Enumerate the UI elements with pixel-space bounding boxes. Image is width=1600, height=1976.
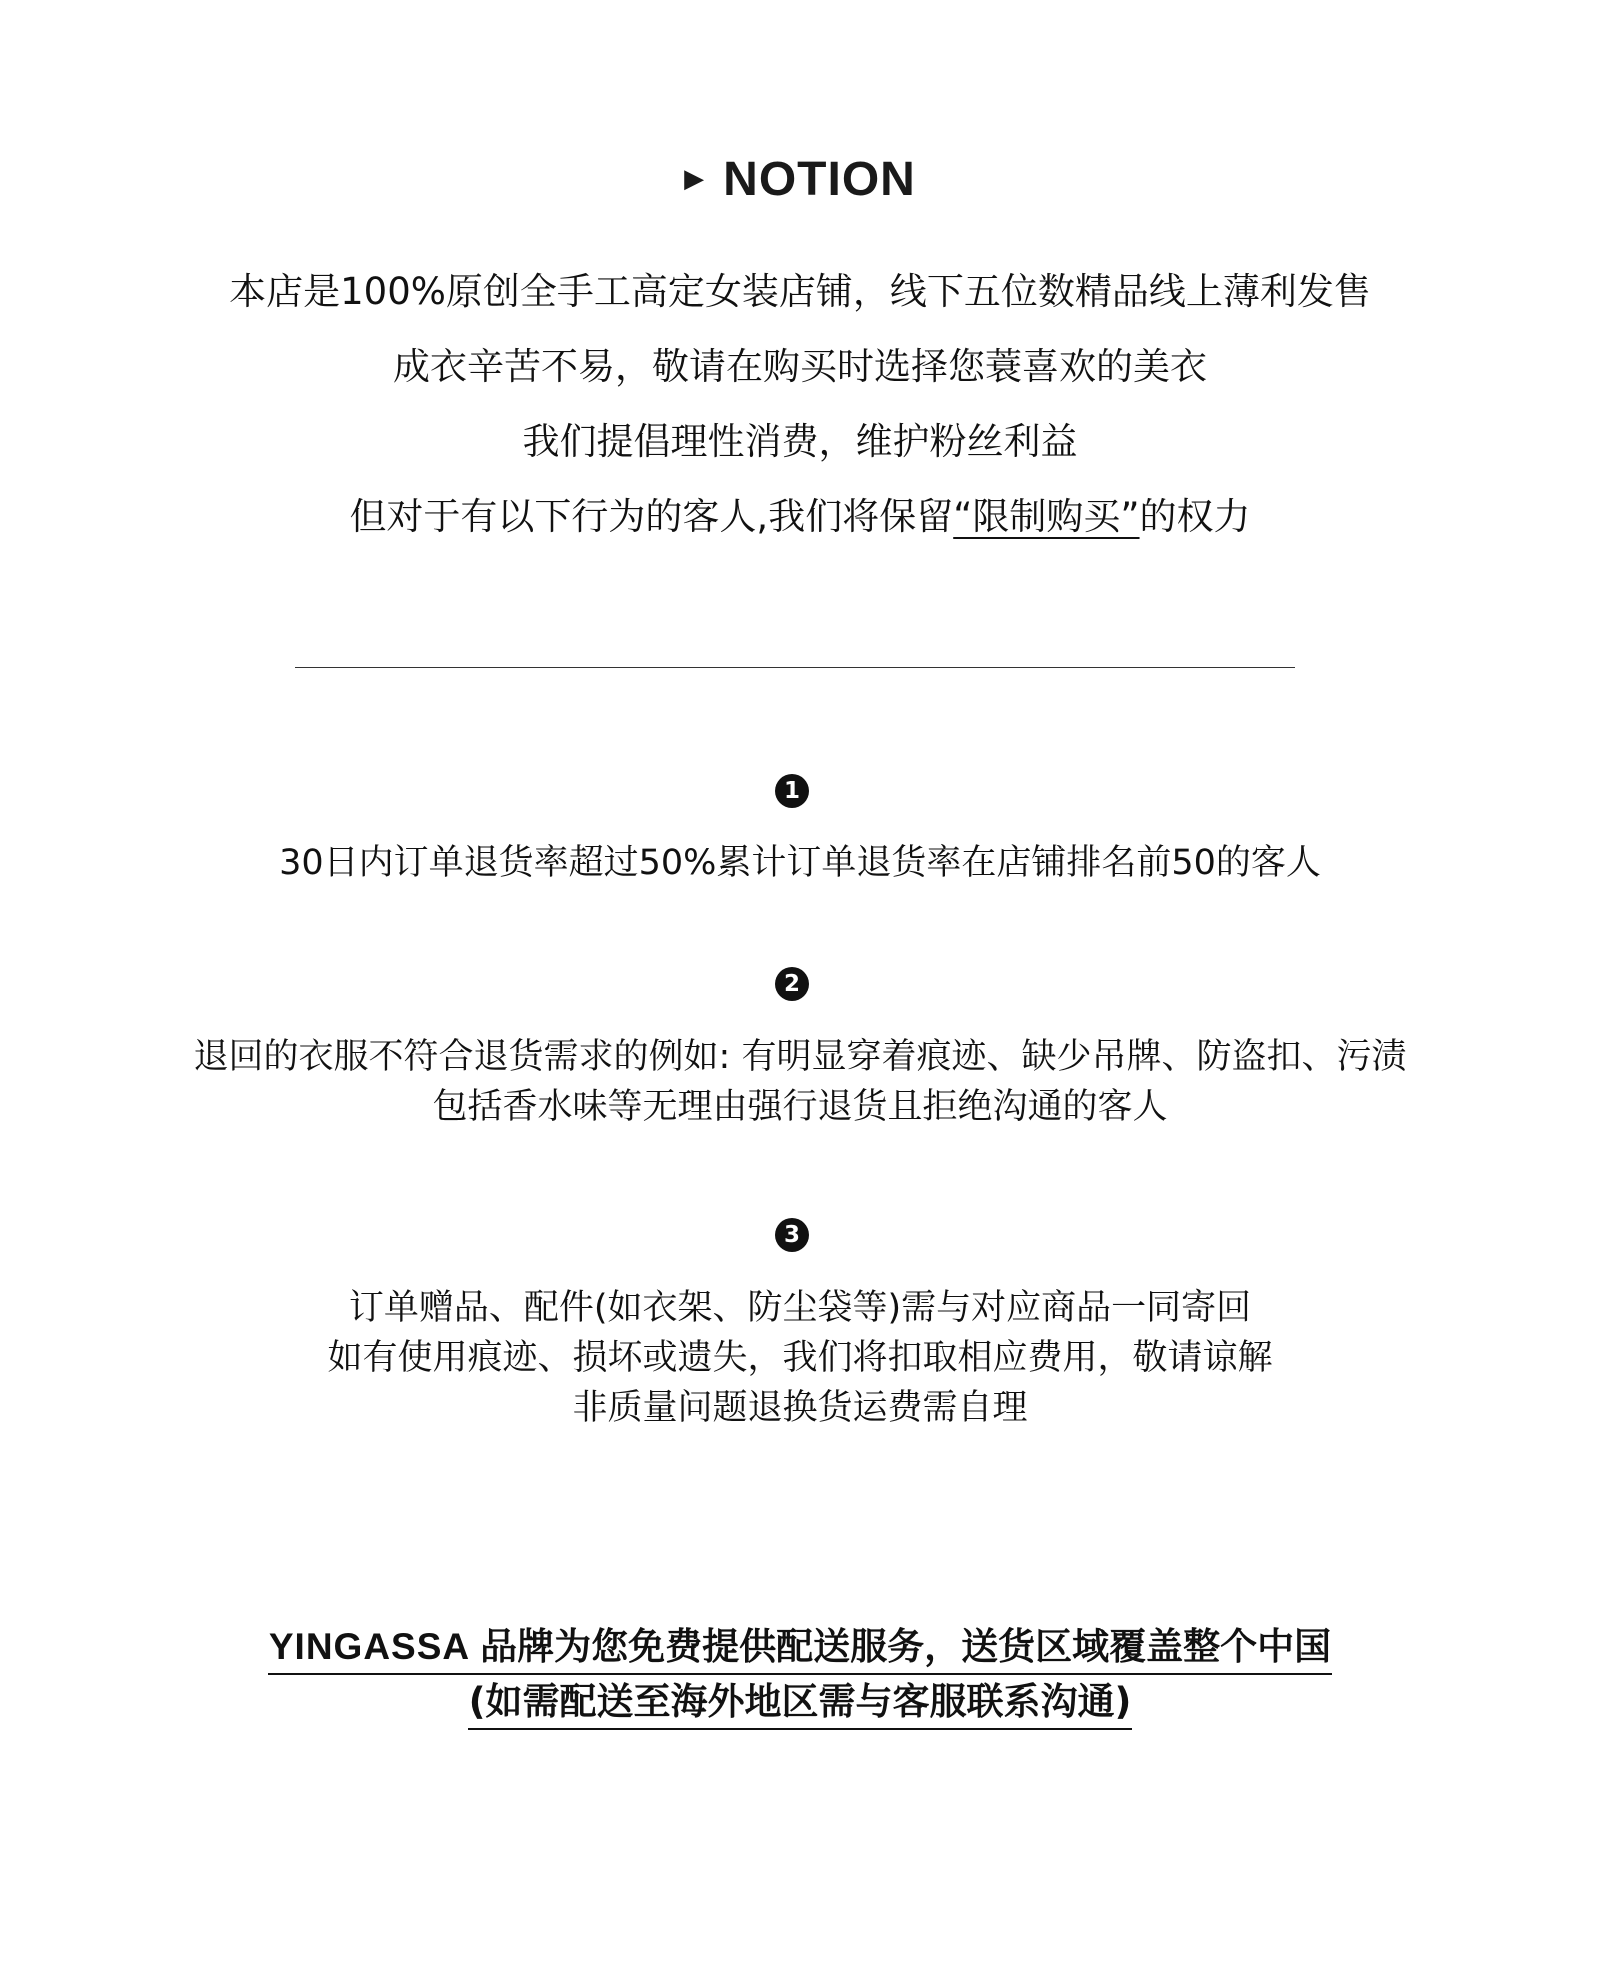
rule-2-text: [0, 1032, 1600, 1132]
rule-1-number-badge: 1: [775, 774, 809, 808]
rule-1-text: [0, 838, 1600, 888]
shipping-notice-line-1: [268, 1621, 1332, 1675]
rule-2-line-2: 包括香水味等无理由强行退货且拒绝沟通的客人: [432, 1087, 1168, 1127]
intro-line-1: 本店是100%原创全手工高定女装店铺，线下五位数精品线上薄利发售: [229, 270, 1371, 313]
brand-name: YINGASSA: [268, 1626, 471, 1667]
rule-2-number-badge: 2: [775, 967, 809, 1001]
intro-line-4: [0, 479, 1600, 554]
shipping-notice-line-1-text: 品牌为您免费提供配送服务，送货区域覆盖整个中国: [480, 1625, 1332, 1668]
page-title: [0, 152, 1600, 212]
rule-3-number-badge: 3: [775, 1218, 809, 1252]
rule-2-line-1: 退回的衣服不符合退货需求的例如: 有明显穿着痕迹、缺少吊牌、防盗扣、污渍: [193, 1037, 1407, 1077]
play-triangle-icon: ▶: [684, 163, 706, 193]
intro-paragraph: [0, 254, 1600, 554]
section-divider: [295, 667, 1295, 668]
intro-line-2: 成衣辛苦不易，敬请在购买时选择您蓑喜欢的美衣: [393, 345, 1207, 388]
intro-line-3: 我们提倡理性消费，维护粉丝利益: [522, 420, 1078, 463]
intro-line-4-prefix: 但对于有以下行为的客人,我们将保留: [349, 495, 954, 538]
rule-1-line-1: 30日内订单退货率超过50%累计订单退货率在店铺排名前50的客人: [279, 843, 1321, 883]
page-title-text: NOTION: [723, 153, 916, 206]
rule-3-text: [0, 1283, 1600, 1433]
restrict-purchase-highlight: “限制购买”: [953, 495, 1140, 538]
rule-3-line-2: 如有使用痕迹、损坏或遗失，我们将扣取相应费用，敬请谅解: [327, 1338, 1273, 1378]
intro-line-4-suffix: 的权力: [1139, 495, 1251, 538]
shipping-notice: [0, 1620, 1600, 1730]
rule-3-line-1: 订单赠品、配件(如衣架、防尘袋等)需与对应商品一同寄回: [348, 1288, 1252, 1328]
rule-3-line-3: 非质量问题退换货运费需自理: [572, 1388, 1028, 1428]
shipping-notice-line-2: (如需配送至海外地区需与客服联系沟通): [468, 1676, 1133, 1730]
